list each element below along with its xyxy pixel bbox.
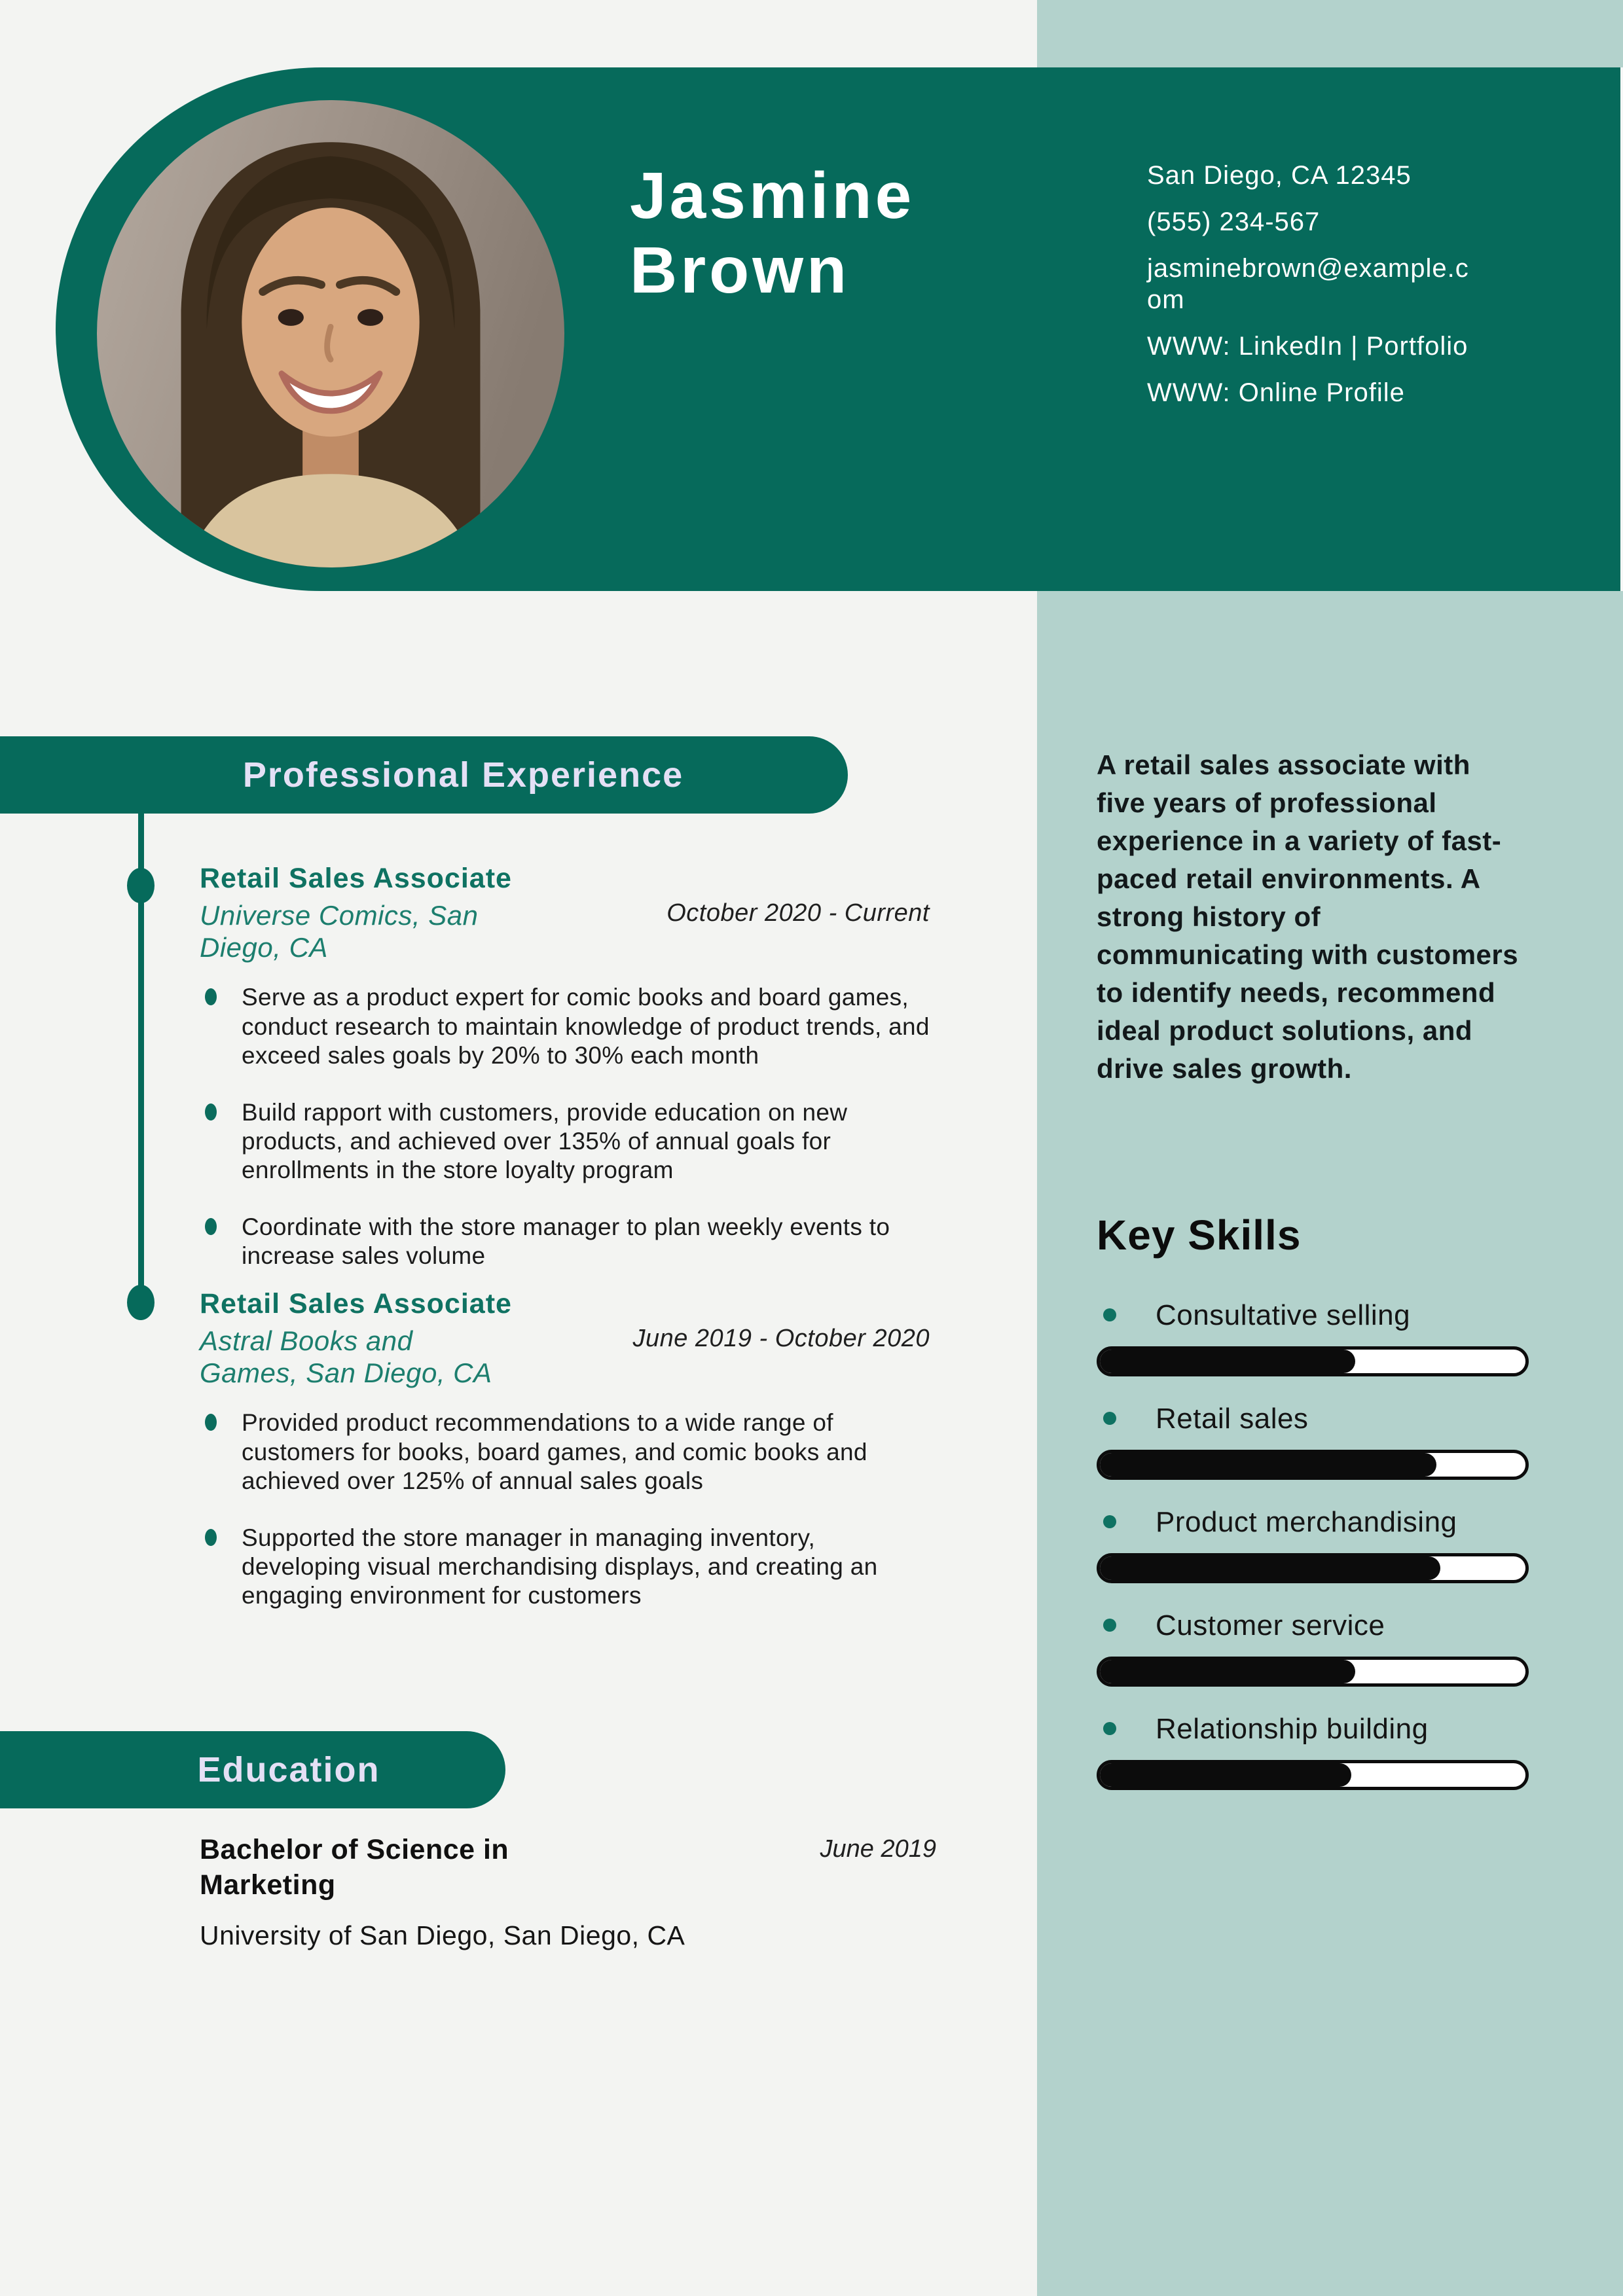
experience-entry (200, 863, 1021, 1299)
job-company: Astral Books and Games, San Diego, CA (200, 1325, 492, 1388)
skill-progress-bar (1097, 1346, 1529, 1376)
job-company: Universe Comics, San Diego, CA (200, 900, 479, 963)
skill-label-row (1097, 1506, 1529, 1539)
skill-bullet-icon (1103, 1412, 1116, 1425)
skill-label: Product merchandising (1156, 1506, 1457, 1538)
job-bullet-list (200, 983, 1021, 1270)
list-item (200, 1408, 1021, 1496)
timeline-dot-icon (127, 1285, 155, 1320)
skills-list (1097, 1299, 1529, 1816)
skill-label-row (1097, 1713, 1529, 1746)
skill-item (1097, 1609, 1529, 1687)
skill-progress-bar (1097, 1760, 1529, 1790)
experience-entry (200, 1288, 1021, 1638)
bullet-text: Provided product recommendations to a wide range of customers for books, board games, and comic books and achieved over 125% of annual sales goals (242, 1409, 867, 1495)
skill-progress-bar (1097, 1450, 1529, 1480)
skill-bullet-icon (1103, 1515, 1116, 1528)
skill-progress-fill (1100, 1556, 1440, 1580)
bullet-icon (205, 1218, 217, 1235)
timeline-dot-icon (127, 868, 155, 903)
skill-label-row (1097, 1609, 1529, 1642)
contact-phone: (555) 234-567 (1147, 207, 1321, 237)
bullet-icon (205, 1103, 217, 1121)
skill-label: Relationship building (1156, 1713, 1429, 1745)
skill-label: Consultative selling (1156, 1299, 1411, 1331)
contact-email[interactable]: jasminebrown@example.com (1147, 254, 1469, 314)
bullet-text: Supported the store manager in managing inventory, developing visual merchandising displays, and creating an engaging environment for customers (242, 1524, 878, 1609)
skill-item (1097, 1299, 1529, 1376)
skill-progress-fill (1100, 1350, 1355, 1373)
header-band-edge-gap (1620, 67, 1623, 591)
bullet-icon (205, 1414, 217, 1431)
section-banner-education (0, 1731, 505, 1808)
bullet-text: Build rapport with customers, provide education on new products, and achieved over 135% of annual goals for enrollments in the store loyalty program (242, 1098, 848, 1184)
avatar (97, 100, 564, 567)
bullet-text: Coordinate with the store manager to plan weekly events to increase sales volume (242, 1213, 890, 1270)
skill-progress-fill (1100, 1453, 1436, 1477)
skill-label: Customer service (1156, 1609, 1385, 1641)
education-entry (200, 1833, 1021, 1951)
job-title: Retail Sales Associate (200, 863, 512, 894)
bullet-icon (205, 1529, 217, 1546)
last-name: Brown (630, 234, 850, 307)
skills-section-title: Key Skills (1097, 1211, 1302, 1259)
job-title: Retail Sales Associate (200, 1288, 512, 1319)
section-banner-experience (0, 736, 848, 814)
professional-summary: A retail sales associate with five years of professional experience in a variety of fast-paced retail environments. A strong history of communicating with customers to identify needs, recommend ideal product solutions, and drive sales growth. (1097, 749, 1519, 1084)
skill-bullet-icon (1103, 1722, 1116, 1735)
bullet-text: Serve as a product expert for comic books and board games, conduct research to maintain knowledge of product trends, and exceed sales goals by 20% to 30% each month (242, 984, 930, 1069)
contact-address: San Diego, CA 12345 (1147, 161, 1412, 190)
contact-links[interactable]: WWW: LinkedIn | Portfolio (1147, 331, 1468, 361)
skill-progress-fill (1100, 1660, 1355, 1683)
skill-progress-bar (1097, 1657, 1529, 1687)
skill-item (1097, 1403, 1529, 1480)
first-name: Jasmine (630, 159, 915, 232)
job-dates: October 2020 - Current (666, 899, 930, 927)
job-bullet-list (200, 1408, 1021, 1610)
education-section-title: Education (197, 1750, 380, 1789)
list-item (200, 1098, 1021, 1185)
skill-bullet-icon (1103, 1619, 1116, 1632)
job-dates: June 2019 - October 2020 (632, 1325, 930, 1352)
portrait-photo-illustration (97, 100, 564, 567)
person-name (630, 158, 915, 308)
bullet-icon (205, 988, 217, 1005)
skill-bullet-icon (1103, 1308, 1116, 1321)
degree-title: Bachelor of Science in Marketing (200, 1834, 509, 1901)
list-item (200, 1213, 1021, 1271)
skill-item (1097, 1713, 1529, 1790)
skill-item (1097, 1506, 1529, 1583)
skill-progress-fill (1100, 1763, 1351, 1787)
list-item (200, 1524, 1021, 1611)
contact-block (1147, 160, 1553, 424)
skill-label: Retail sales (1156, 1403, 1309, 1435)
skill-label-row (1097, 1299, 1529, 1332)
list-item (200, 983, 1021, 1070)
education-date: June 2019 (820, 1835, 936, 1863)
contact-online-profile[interactable]: WWW: Online Profile (1147, 378, 1405, 407)
skill-label-row (1097, 1403, 1529, 1435)
skill-progress-bar (1097, 1553, 1529, 1583)
school-name: University of San Diego, San Diego, CA (200, 1920, 685, 1950)
experience-section-title: Professional Experience (242, 755, 684, 795)
